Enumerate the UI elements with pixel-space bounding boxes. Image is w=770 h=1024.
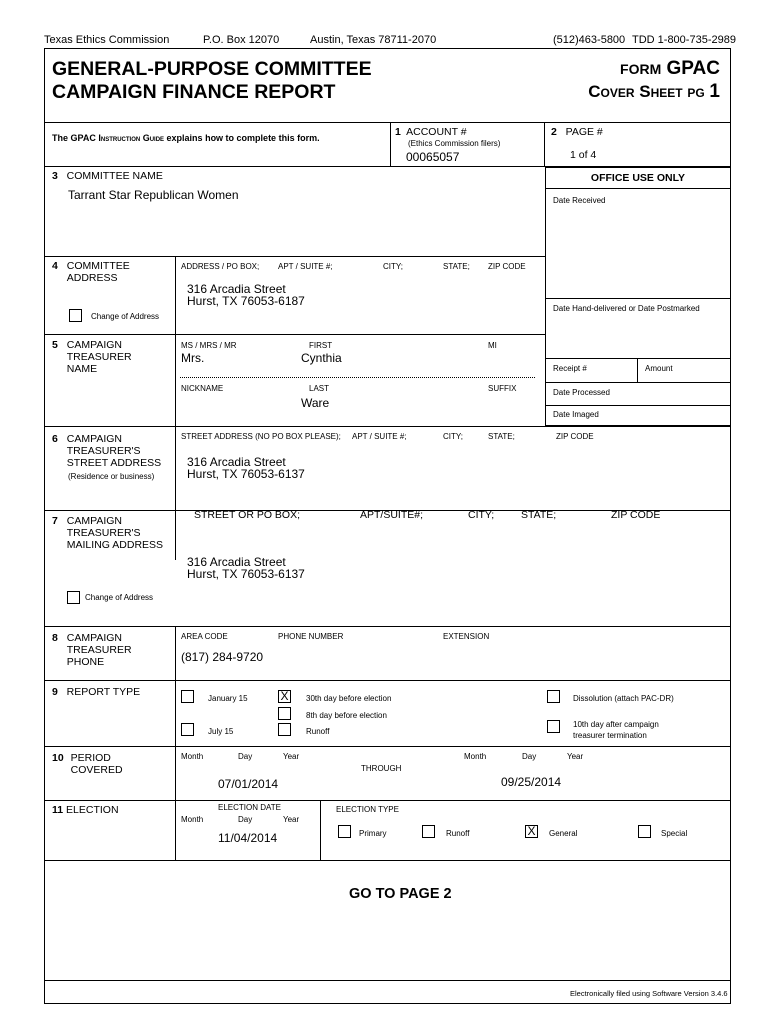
receipt-label: Receipt # xyxy=(553,364,587,373)
mailing-address-label xyxy=(52,515,163,551)
street-header-zip: ZIP CODE xyxy=(556,432,594,441)
special-checkbox[interactable] xyxy=(638,825,651,838)
treasurer-header-nickname: NICKNAME xyxy=(181,384,224,393)
period-from-value[interactable]: 07/01/2014 xyxy=(218,777,279,791)
election-date-header: ELECTION DATE xyxy=(218,803,281,812)
period-to-year-header: Year xyxy=(567,752,584,761)
office-use-title: OFFICE USE ONLY xyxy=(590,172,686,184)
form-code-block xyxy=(590,58,720,80)
agency-name: Texas Ethics Commission xyxy=(44,34,170,46)
go-to-page-2: GO TO PAGE 2 xyxy=(349,886,452,902)
mailing-address-line2[interactable]: Hurst, TX 76053-6137 xyxy=(187,567,305,581)
street-label-text: CAMPAIGN TREASURER'S STREET ADDRESS xyxy=(66,433,162,469)
treasurer-first-value[interactable]: Cynthia xyxy=(301,351,342,365)
treasurer-title-value[interactable]: Mrs. xyxy=(181,351,205,365)
period-to-day-header: Day xyxy=(522,752,537,761)
treasurer-header-first: FIRST xyxy=(309,341,333,350)
general-check-mark: X xyxy=(527,824,536,838)
phone-value[interactable]: (817) 284-9720 xyxy=(181,650,264,664)
treasurer-header-mi: MI xyxy=(488,341,497,350)
agency-tdd: TDD 1-800-735-2989 xyxy=(632,34,736,46)
instruction-suffix: explains how to complete this form. xyxy=(166,133,320,143)
january15-label: January 15 xyxy=(208,694,248,703)
committee-name-value[interactable]: Tarrant Star Republican Women xyxy=(68,188,239,202)
form-code: GPAC xyxy=(666,58,720,79)
agency-phone: (512)463-5800 xyxy=(553,34,626,46)
phone-header-area: AREA CODE xyxy=(181,632,228,641)
treasurer-num: 5 xyxy=(52,339,58,351)
instruction-guide-link: Instruction Guide xyxy=(98,133,165,143)
form-title-line2: CAMPAIGN FINANCE REPORT xyxy=(52,81,336,103)
change-of-address-label: Change of Address xyxy=(91,312,160,321)
phone-header-number: PHONE NUMBER xyxy=(278,632,344,641)
primary-checkbox[interactable] xyxy=(338,825,351,838)
mailing-header-city: CITY; xyxy=(468,509,495,521)
street-sub: (Residence or business) xyxy=(68,472,155,481)
instruction-prefix: The GPAC xyxy=(52,133,96,143)
committee-label-text: COMMITTEE NAME xyxy=(66,170,163,182)
form-title-line1: GENERAL-PURPOSE COMMITTEE xyxy=(52,58,372,80)
election-label-text: ELECTION xyxy=(66,804,119,816)
street-address-line1[interactable]: 316 Arcadia Street xyxy=(187,455,286,469)
form-word: FORM xyxy=(620,61,662,77)
amount-label: Amount xyxy=(645,364,673,373)
runoff-election-label: Runoff xyxy=(446,829,470,838)
runoff-election-checkbox[interactable] xyxy=(422,825,435,838)
street-header-city: CITY; xyxy=(443,432,463,441)
address-header-city: CITY; xyxy=(383,262,403,271)
primary-label: Primary xyxy=(359,829,387,838)
mailing-num: 7 xyxy=(52,515,58,527)
general-label: General xyxy=(549,829,578,838)
july15-checkbox[interactable] xyxy=(181,723,194,736)
agency-pobox: P.O. Box 12070 xyxy=(203,34,280,46)
treasurer-header-suffix: SUFFIX xyxy=(488,384,517,393)
treasurer-last-value[interactable]: Ware xyxy=(301,396,330,410)
period-from-year-header: Year xyxy=(283,752,300,761)
street-address-label xyxy=(52,433,161,469)
treasurer-header-title: MS / MRS / MR xyxy=(181,341,237,350)
election-day-header: Day xyxy=(238,815,253,824)
period-covered-label xyxy=(52,752,123,776)
date-imaged-label: Date Imaged xyxy=(553,410,599,419)
runoff-report-checkbox[interactable] xyxy=(278,723,291,736)
special-label: Special xyxy=(661,829,688,838)
instruction-text xyxy=(52,133,320,143)
day30-checkbox[interactable] xyxy=(278,690,291,703)
report-label-text: REPORT TYPE xyxy=(66,686,141,698)
period-to-value[interactable]: 09/25/2014 xyxy=(501,775,562,789)
address-header-zip: ZIP CODE xyxy=(488,262,526,271)
report-num: 9 xyxy=(52,686,58,698)
dissolution-label: Dissolution (attach PAC-DR) xyxy=(573,694,674,703)
mailing-label-text: CAMPAIGN TREASURER'S MAILING ADDRESS xyxy=(66,515,164,551)
day30-label: 30th day before election xyxy=(306,694,392,703)
address-header-apt: APT / SUITE #; xyxy=(278,262,333,271)
committee-num: 3 xyxy=(52,170,58,182)
page-value[interactable]: 1 of 4 xyxy=(570,149,597,161)
page-label xyxy=(551,126,603,138)
dissolution-checkbox[interactable] xyxy=(547,690,560,703)
mailing-change-of-address-label: Change of Address xyxy=(85,593,154,602)
treasurer-label-text: CAMPAIGN TREASURER NAME xyxy=(66,339,132,375)
agency-city: Austin, Texas 78711-2070 xyxy=(310,34,437,46)
mailing-change-of-address-checkbox[interactable] xyxy=(67,591,80,604)
street-num: 6 xyxy=(52,433,58,445)
day8-checkbox[interactable] xyxy=(278,707,291,720)
committee-address-line1[interactable]: 316 Arcadia Street xyxy=(187,282,286,296)
cover-sheet xyxy=(540,81,720,103)
account-sub: (Ethics Commission filers) xyxy=(408,139,501,148)
general-checkbox[interactable] xyxy=(525,825,538,838)
report-type-label xyxy=(52,686,140,698)
phone-num: 8 xyxy=(52,632,58,644)
account-value[interactable]: 00065057 xyxy=(406,150,460,164)
period-num: 10 xyxy=(52,752,64,764)
date-processed-label: Date Processed xyxy=(553,388,610,397)
mailing-header-street: STREET OR PO BOX; xyxy=(194,509,300,521)
committee-address-line2[interactable]: Hurst, TX 76053-6187 xyxy=(187,294,305,308)
day30-check-mark: X xyxy=(280,689,289,703)
street-header-state: STATE; xyxy=(488,432,515,441)
election-month-header: Month xyxy=(181,815,204,824)
treasurer-name-label xyxy=(52,339,132,375)
runoff-report-label: Runoff xyxy=(306,727,330,736)
july15-label: July 15 xyxy=(208,727,234,736)
page-num: 2 xyxy=(551,126,557,138)
election-label xyxy=(52,804,119,816)
election-date-value[interactable]: 11/04/2014 xyxy=(218,831,278,845)
account-label-text: ACCOUNT # xyxy=(406,126,467,138)
street-header-apt: APT / SUITE #; xyxy=(352,432,407,441)
election-year-header: Year xyxy=(283,815,300,824)
address-header-address: ADDRESS / PO BOX; xyxy=(181,262,260,271)
phone-label xyxy=(52,632,132,668)
treasurer-header-last: LAST xyxy=(309,384,330,393)
account-label xyxy=(395,126,467,138)
cover-sheet-label: Cover Sheet pg xyxy=(588,82,705,101)
form-title xyxy=(52,58,372,104)
page-label-text: PAGE # xyxy=(565,126,603,138)
period-label-text: PERIOD COVERED xyxy=(70,752,123,776)
period-to-month-header: Month xyxy=(464,752,487,761)
treasurer-divider xyxy=(180,377,535,378)
period-from-day-header: Day xyxy=(238,752,253,761)
software-footer: Electronically filed using Software Version 3.4.6 xyxy=(570,989,728,998)
street-address-line2[interactable]: Hurst, TX 76053-6137 xyxy=(187,467,305,481)
cover-sheet-page: 1 xyxy=(709,81,720,102)
date-received-label: Date Received xyxy=(553,196,606,205)
period-through-label: THROUGH xyxy=(361,764,402,773)
mailing-header-apt: APT/SUITE#; xyxy=(360,509,424,521)
day10-label: 10th day after campaign treasurer termination xyxy=(573,720,659,740)
mailing-address-line1[interactable]: 316 Arcadia Street xyxy=(187,555,286,569)
mailing-header-state: STATE; xyxy=(521,509,557,521)
phone-label-text: CAMPAIGN TREASURER PHONE xyxy=(66,632,132,668)
address-header-state: STATE; xyxy=(443,262,470,271)
street-header-address: STREET ADDRESS (NO PO BOX PLEASE); xyxy=(181,432,341,441)
january15-checkbox[interactable] xyxy=(181,690,194,703)
period-from-month-header: Month xyxy=(181,752,204,761)
phone-header-ext: EXTENSION xyxy=(443,632,490,641)
account-num: 1 xyxy=(395,126,401,138)
election-num: 11 xyxy=(52,804,64,816)
address-label-text: COMMITTEE ADDRESS xyxy=(66,260,130,284)
date-hand-label: Date Hand-delivered or Date Postmarked xyxy=(553,304,700,313)
day10-checkbox[interactable] xyxy=(547,720,560,733)
committee-address-label xyxy=(52,260,130,284)
election-type-header: ELECTION TYPE xyxy=(336,805,399,814)
mailing-header-zip: ZIP CODE xyxy=(611,509,661,521)
day8-label: 8th day before election xyxy=(306,711,387,720)
address-num: 4 xyxy=(52,260,58,272)
change-of-address-checkbox[interactable] xyxy=(69,309,82,322)
committee-name-label xyxy=(52,170,163,182)
